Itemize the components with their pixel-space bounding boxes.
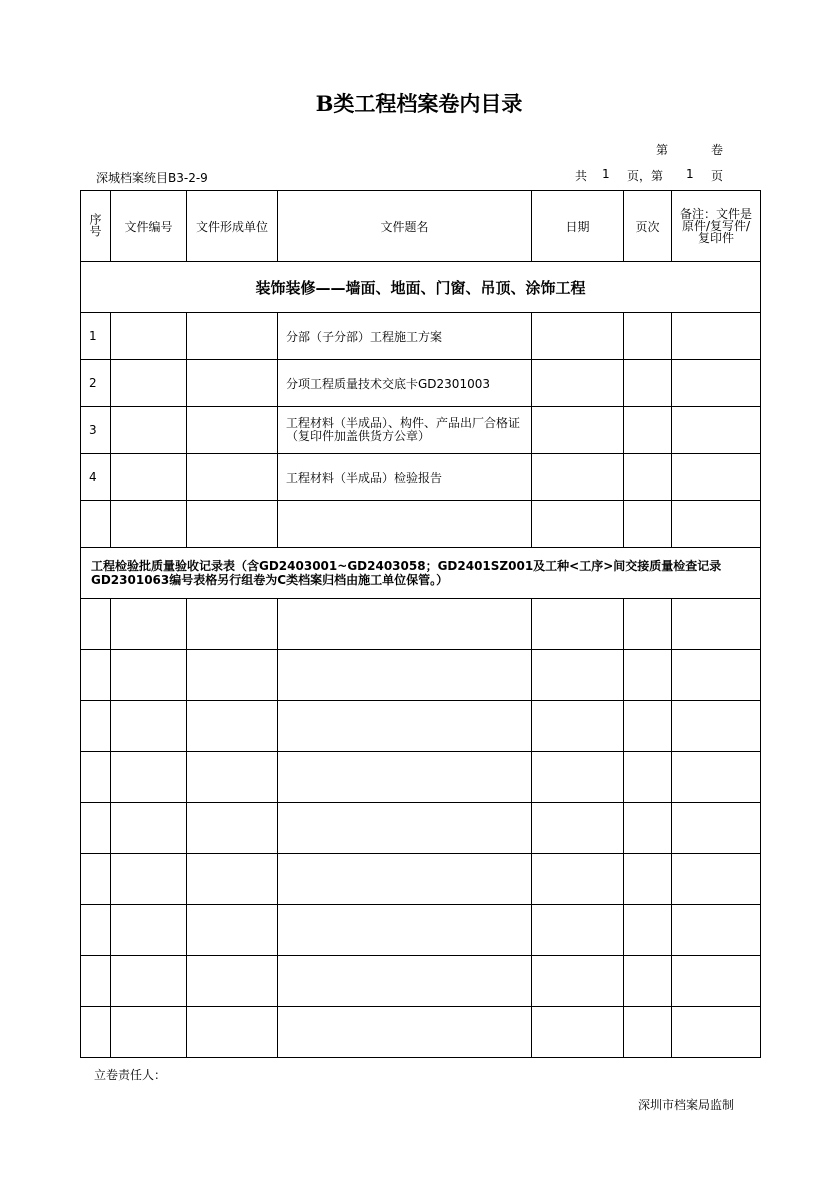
table-cell	[624, 454, 672, 501]
row-title: 分项工程质量技术交底卡GD2301003	[278, 360, 532, 407]
table-cell	[532, 752, 624, 803]
table-cell	[532, 905, 624, 956]
table-cell	[111, 407, 187, 454]
paging-current: 1	[686, 167, 694, 181]
volume-suffix: 卷	[711, 143, 724, 157]
table-cell	[672, 501, 761, 548]
page-title: B类工程档案卷内目录	[315, 91, 523, 116]
table-cell	[111, 956, 187, 1007]
table-cell	[81, 752, 111, 803]
table-cell	[624, 701, 672, 752]
paging-ye2: 页	[711, 169, 724, 183]
table-cell	[111, 650, 187, 701]
table-cell	[624, 905, 672, 956]
table-cell	[111, 313, 187, 360]
table-cell	[624, 854, 672, 905]
table-cell	[672, 599, 761, 650]
row-no: 4	[81, 454, 111, 501]
table-cell	[532, 854, 624, 905]
header-remarks: 备注：文件是原件/复写件/复印件	[672, 191, 761, 262]
table-cell	[111, 599, 187, 650]
table-cell	[532, 1007, 624, 1058]
table-cell	[672, 407, 761, 454]
row-no: 1	[81, 313, 111, 360]
row-no: 2	[81, 360, 111, 407]
table-cell	[532, 501, 624, 548]
table-cell	[672, 1007, 761, 1058]
table-cell	[187, 407, 278, 454]
table-row	[81, 650, 761, 701]
table-cell	[187, 854, 278, 905]
table-cell	[532, 803, 624, 854]
table-cell	[81, 956, 111, 1007]
table-cell	[111, 701, 187, 752]
table-cell	[624, 650, 672, 701]
table-cell	[278, 752, 532, 803]
table-cell	[672, 905, 761, 956]
paging-gong: 共	[575, 169, 588, 183]
table-cell	[624, 803, 672, 854]
table-cell	[532, 313, 624, 360]
table-cell	[187, 956, 278, 1007]
header-date: 日期	[532, 191, 624, 262]
table-cell	[532, 701, 624, 752]
paging-ye: 页，第	[627, 169, 664, 183]
table-row	[81, 313, 761, 360]
table-row	[81, 854, 761, 905]
table-row	[81, 956, 761, 1007]
table-cell	[532, 360, 624, 407]
row-title: 工程材料（半成品）检验报告	[278, 454, 532, 501]
table-cell	[672, 956, 761, 1007]
table-cell	[532, 599, 624, 650]
table-row	[81, 701, 761, 752]
table-cell	[672, 313, 761, 360]
table-cell	[111, 752, 187, 803]
table-cell	[111, 854, 187, 905]
table-cell	[187, 905, 278, 956]
table-cell	[81, 854, 111, 905]
table-cell	[532, 454, 624, 501]
note-row: 工程检验批质量验收记录表（含GD2403001~GD2403058；GD2401SZ001及工种<工序>间交接质量检查记录GD2301063编号表格另行组卷为C类档案归档由施工单位保管。）	[81, 548, 761, 599]
table-cell	[187, 454, 278, 501]
table-cell	[81, 650, 111, 701]
responsible-label: 立卷责任人：	[94, 1068, 167, 1082]
table-cell	[81, 803, 111, 854]
table-cell	[187, 1007, 278, 1058]
header-seq: 序号	[81, 191, 111, 262]
header-row	[81, 191, 761, 262]
table-cell	[532, 956, 624, 1007]
section-title: 装饰装修——墙面、地面、门窗、吊顶、涂饰工程	[81, 262, 761, 313]
table-cell	[672, 454, 761, 501]
table-cell	[278, 905, 532, 956]
table-row	[81, 454, 761, 501]
table-cell	[81, 501, 111, 548]
table-row	[81, 905, 761, 956]
table-cell	[672, 854, 761, 905]
table-row	[81, 407, 761, 454]
table-cell	[111, 905, 187, 956]
table-cell	[672, 752, 761, 803]
table-cell	[187, 701, 278, 752]
table-cell	[278, 854, 532, 905]
row-title: 工程材料（半成品）、构件、产品出厂合格证（复印件加盖供货方公章）	[278, 407, 532, 454]
table-cell	[111, 454, 187, 501]
volume-label: 第	[656, 143, 669, 157]
table-cell	[187, 360, 278, 407]
row-no: 3	[81, 407, 111, 454]
table-cell	[624, 313, 672, 360]
table-row	[81, 752, 761, 803]
form-code: 深城档案统目B3-2-9	[96, 171, 208, 185]
header-unit: 文件形成单位	[187, 191, 278, 262]
catalog-table	[80, 190, 761, 1058]
table-cell	[278, 956, 532, 1007]
table-cell	[624, 599, 672, 650]
table-cell	[532, 407, 624, 454]
table-cell	[187, 501, 278, 548]
header-doc-no: 文件编号	[111, 191, 187, 262]
table-cell	[624, 501, 672, 548]
table-cell	[672, 650, 761, 701]
table-row	[81, 1007, 761, 1058]
table-cell	[532, 650, 624, 701]
table-cell	[278, 501, 532, 548]
table-cell	[187, 752, 278, 803]
table-cell	[672, 803, 761, 854]
table-cell	[624, 956, 672, 1007]
row-title: 分部（子分部）工程施工方案	[278, 313, 532, 360]
table-row	[81, 501, 761, 548]
table-cell	[278, 1007, 532, 1058]
table-cell	[624, 407, 672, 454]
table-cell	[278, 701, 532, 752]
header-pages: 页次	[624, 191, 672, 262]
table-cell	[111, 803, 187, 854]
table-cell	[187, 650, 278, 701]
table-cell	[278, 803, 532, 854]
table-cell	[111, 360, 187, 407]
table-cell	[278, 599, 532, 650]
table-cell	[187, 803, 278, 854]
issuer-label: 深圳市档案局监制	[638, 1098, 735, 1112]
table-cell	[624, 360, 672, 407]
paging-total: 1	[602, 167, 610, 181]
table-cell	[278, 650, 532, 701]
table-cell	[187, 599, 278, 650]
table-cell	[672, 360, 761, 407]
header-doc-title: 文件题名	[278, 191, 532, 262]
table-row	[81, 803, 761, 854]
table-cell	[624, 752, 672, 803]
table-row	[81, 599, 761, 650]
table-row	[81, 360, 761, 407]
table-cell	[672, 701, 761, 752]
table-cell	[81, 1007, 111, 1058]
table-cell	[111, 501, 187, 548]
table-cell	[81, 905, 111, 956]
table-cell	[624, 1007, 672, 1058]
table-cell	[111, 1007, 187, 1058]
table-cell	[81, 701, 111, 752]
table-cell	[81, 599, 111, 650]
table-cell	[187, 313, 278, 360]
